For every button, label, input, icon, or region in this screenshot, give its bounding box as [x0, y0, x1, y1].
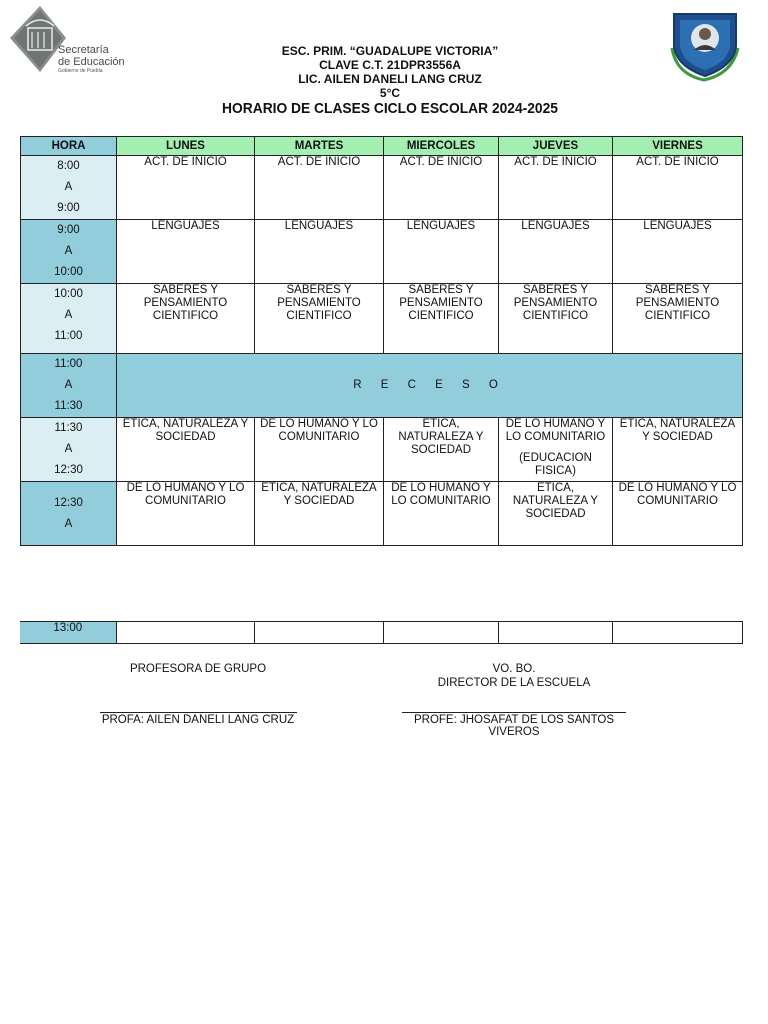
class-name: DE LO HUMANO Y LO COMUNITARIO: [505, 418, 606, 443]
hour-start: 10:00: [54, 288, 83, 300]
end-hour-cell: 13:00: [20, 622, 116, 644]
recess-cell: R E C E S O: [117, 354, 743, 418]
right-signature-name: PROFE: JHOSAFAT DE LOS SANTOS VIVEROS: [413, 714, 615, 738]
column-header-martes: MARTES: [255, 137, 384, 156]
right-signature-line: [402, 712, 626, 713]
school-name: ESC. PRIM. “GUADALUPE VICTORIA”: [281, 44, 499, 58]
class-cell: LENGUAJES: [255, 220, 384, 284]
hour-cell: [21, 220, 117, 284]
hour-sep: A: [64, 379, 73, 391]
class-cell: LENGUAJES: [499, 220, 613, 284]
school-clave: CLAVE C.T. 21DPR3556A: [319, 58, 461, 72]
column-header-hora: HORA: [21, 137, 117, 156]
hour-start: 11:30: [54, 422, 83, 434]
class-cell: ACT. DE INICIO: [117, 156, 255, 220]
shield-icon: [666, 4, 744, 82]
page-title: HORARIO DE CLASES CICLO ESCOLAR 2024-2025: [222, 100, 558, 117]
left-signature-line: [100, 712, 297, 713]
class-cell: DE LO HUMANO Y LO COMUNITARIO: [255, 418, 384, 482]
empty-cell: [612, 622, 742, 644]
hour-sep: A: [64, 309, 73, 321]
hour-start: 12:30: [54, 496, 83, 509]
table-header-row: [21, 137, 743, 156]
table-row: [21, 284, 743, 354]
class-note: (EDUCACION FISICA): [519, 452, 592, 477]
class-cell: ETICA, NATURALEZA Y SOCIEDAD: [255, 482, 384, 546]
logo-subtext: Gobierno de Puebla: [58, 68, 103, 74]
secretaria-educacion-logo: [8, 6, 128, 76]
recess-row: [21, 354, 743, 418]
table-row: [20, 622, 742, 644]
class-cell: DE LO HUMANO Y LO COMUNITARIO: [384, 482, 499, 546]
class-cell: SABERES Y PENSAMIENTO CIENTIFICO: [117, 284, 255, 354]
table-row: [21, 418, 743, 482]
table-row: [21, 156, 743, 220]
logo-text-line2: de Educación: [58, 56, 125, 68]
hour-end: 11:30: [54, 400, 83, 412]
hour-cell: [21, 284, 117, 354]
class-cell: DE LO HUMANO Y LO COMUNITARIO: [117, 482, 255, 546]
hour-end: 12:30: [54, 464, 83, 476]
hour-sep: A: [64, 245, 73, 257]
school-shield-logo: [666, 4, 744, 82]
class-cell: LENGUAJES: [613, 220, 743, 284]
class-cell: [499, 418, 613, 482]
hour-end: 10:00: [54, 266, 83, 278]
hour-cell: [21, 482, 117, 546]
left-signature-title: PROFESORA DE GRUPO: [129, 663, 267, 675]
column-header-lunes: LUNES: [117, 137, 255, 156]
document-header: [180, 44, 600, 118]
empty-cell: [254, 622, 383, 644]
class-cell: LENGUAJES: [117, 220, 255, 284]
right-signature-title2: DIRECTOR DE LA ESCUELA: [437, 677, 591, 689]
hour-end: 9:00: [57, 202, 80, 214]
hour-cell: [21, 354, 117, 418]
class-cell: ACT. DE INICIO: [384, 156, 499, 220]
table-row: [21, 482, 743, 546]
empty-cell: [498, 622, 612, 644]
column-header-miercoles: MIERCOLES: [384, 137, 499, 156]
hour-sep: A: [64, 517, 73, 530]
hour-start: 9:00: [57, 224, 80, 236]
teacher-name: LIC. AILEN DANELI LANG CRUZ: [298, 72, 482, 86]
class-cell: ACT. DE INICIO: [613, 156, 743, 220]
class-cell: ETICA, NATURALEZA Y SOCIEDAD: [117, 418, 255, 482]
left-signature-name: PROFA: AILEN DANELI LANG CRUZ: [101, 714, 295, 726]
class-cell: ACT. DE INICIO: [255, 156, 384, 220]
hour-sep: A: [64, 443, 73, 455]
hour-cell: [21, 156, 117, 220]
schedule-table: [20, 136, 743, 546]
hour-cell: [21, 418, 117, 482]
schedule-end-row: [20, 621, 743, 644]
grade-label: 5°C: [379, 86, 401, 100]
class-cell: ETICA, NATURALEZA Y SOCIEDAD: [384, 418, 499, 482]
class-cell: SABERES Y PENSAMIENTO CIENTIFICO: [255, 284, 384, 354]
class-cell: SABERES Y PENSAMIENTO CIENTIFICO: [499, 284, 613, 354]
class-cell: ETICA, NATURALEZA Y SOCIEDAD: [613, 418, 743, 482]
empty-cell: [383, 622, 498, 644]
class-cell: DE LO HUMANO Y LO COMUNITARIO: [613, 482, 743, 546]
class-cell: LENGUAJES: [384, 220, 499, 284]
hour-start: 11:00: [54, 358, 83, 370]
hour-end: 11:00: [54, 330, 83, 342]
hour-sep: A: [64, 181, 73, 193]
empty-cell: [116, 622, 254, 644]
class-cell: ACT. DE INICIO: [499, 156, 613, 220]
class-cell: SABERES Y PENSAMIENTO CIENTIFICO: [384, 284, 499, 354]
column-header-viernes: VIERNES: [613, 137, 743, 156]
class-cell: ETICA, NATURALEZA Y SOCIEDAD: [499, 482, 613, 546]
hour-start: 8:00: [57, 160, 80, 172]
table-row: [21, 220, 743, 284]
column-header-jueves: JUEVES: [499, 137, 613, 156]
logo-text-line1: Secretaría: [58, 44, 109, 56]
class-cell: SABERES Y PENSAMIENTO CIENTIFICO: [613, 284, 743, 354]
right-signature-title1: VO. BO.: [492, 663, 536, 675]
